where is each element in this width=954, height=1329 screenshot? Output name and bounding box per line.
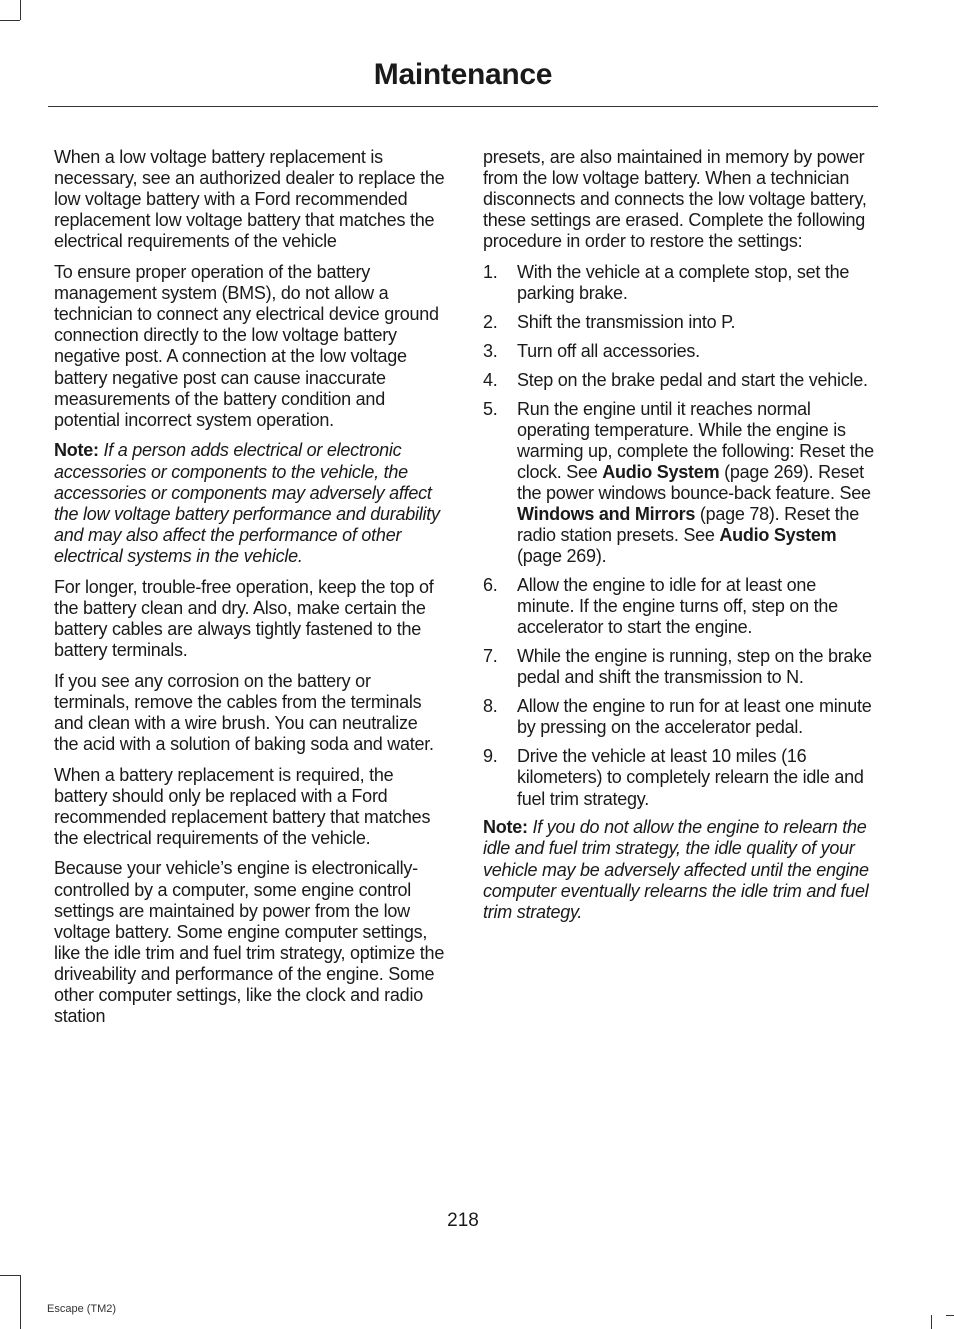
list-item: [483, 646, 875, 688]
right-column: [483, 147, 875, 932]
step-text: Shift the transmission into P.: [517, 312, 736, 333]
paragraph: For longer, trouble-free operation, keep the top of the battery clean and dry. Also, make certain the battery cables are always tightly fastened to the battery terminals.: [54, 576, 434, 660]
procedure-steps: [483, 262, 875, 810]
cross-reference[interactable]: Audio System: [602, 462, 720, 482]
step-number: 1.: [483, 262, 498, 283]
step-text: With the vehicle at a complete stop, set the parking brake.: [517, 262, 850, 304]
step-number: 7.: [483, 646, 498, 667]
left-column: [54, 147, 446, 1037]
step-text: (page 269). Reset the power windows bounce-back feature. See: [517, 462, 871, 504]
crop-mark-top-left-h: [0, 20, 20, 21]
paragraph: When a low voltage battery replacement is necessary, see an authorized dealer to replace the low voltage battery with a Ford recommended replacement low voltage battery that matches the electrical requirements of the vehicle: [54, 147, 445, 252]
paragraph: When a battery replacement is required, the battery should only be replaced with a Ford recommended replacement battery that matches the electrical requirements of the vehicle.: [54, 764, 431, 848]
list-item: [483, 746, 875, 809]
crop-mark-top-left-v: [20, 0, 21, 20]
step-text: (page 269).: [517, 546, 607, 567]
list-item: [483, 399, 875, 568]
step-text: Drive the vehicle at least 10 miles (16 kilometers) to completely relearn the idle and fuel trim strategy.: [517, 746, 864, 809]
step-number: 3.: [483, 340, 498, 361]
note: [54, 440, 446, 567]
list-item: [483, 575, 875, 638]
step-number: 2.: [483, 312, 498, 333]
list-item: [483, 696, 875, 738]
page-number: 218: [447, 1210, 479, 1231]
step-number: 5.: [483, 398, 498, 419]
note: [483, 817, 875, 922]
step-text: Allow the engine to run for at least one minute by pressing on the accelerator pedal.: [517, 696, 872, 738]
step-text: (page 78). Reset the radio station presets. See: [517, 504, 859, 546]
footer-model: Escape (TM2): [47, 1303, 117, 1315]
step-text: While the engine is running, step on the brake pedal and shift the transmission to N.: [517, 646, 872, 688]
crop-mark-bottom-left-h: [0, 1275, 20, 1276]
note-text: If a person adds electrical or electronic accessories or components to the vehicle, the accessories or components may adversely affect the low voltage battery performance and durability and may also affect the performance of other electrical systems in the vehicle.: [54, 440, 440, 566]
note-label: Note:: [54, 440, 99, 461]
list-item: [483, 312, 875, 333]
crop-mark-bottom-left-v: [20, 1275, 21, 1329]
paragraph: presets, are also maintained in memory by power from the low voltage battery. When a technician disconnects and connects the low voltage battery, these settings are erased. Complete the following procedure in order to restore the settings:: [483, 147, 867, 252]
step-text: Allow the engine to idle for at least one minute. If the engine turns off, step on the accelerator to start the engine.: [517, 575, 838, 638]
list-item: [483, 370, 875, 391]
step-number: 4.: [483, 369, 498, 390]
step-text: Step on the brake pedal and start the vehicle.: [517, 369, 868, 390]
cross-reference[interactable]: Audio System: [719, 525, 837, 546]
step-number: 9.: [483, 746, 498, 767]
crop-mark-bottom-right-h: [946, 1315, 954, 1316]
list-item: [483, 262, 875, 304]
cross-reference[interactable]: Windows and Mirrors: [517, 504, 696, 525]
step-text: Turn off all accessories.: [517, 340, 700, 361]
list-item: [483, 341, 875, 362]
crop-mark-bottom-right-v1: [931, 1315, 932, 1329]
note-label: Note:: [483, 817, 528, 838]
page-title: Maintenance: [373, 58, 553, 91]
step-number: 8.: [483, 696, 498, 717]
paragraph: If you see any corrosion on the battery or terminals, remove the cables from the terminals and clean with a wire brush. You can neutralize the acid with a solution of baking soda and water.: [54, 670, 434, 754]
title-divider: [48, 106, 878, 107]
step-number: 6.: [483, 575, 498, 596]
note-text: If you do not allow the engine to relearn the idle and fuel trim strategy, the idle quality of your vehicle may be adversely affected until the engine computer eventually relearns the idle trim and fuel trim strategy.: [483, 817, 869, 922]
paragraph: To ensure proper operation of the battery management system (BMS), do not allow a technician to connect any electrical device ground connection directly to the low voltage battery negative post. A connection at the low voltage battery negative post can cause inaccurate measurements of the battery condition and potential incorrect system operation.: [54, 262, 439, 430]
paragraph: Because your vehicle’s engine is electronically-controlled by a computer, some engine control settings are maintained by power from the low voltage battery. Some engine computer settings, like the idle trim and fuel trim strategy, optimize the driveability and performance of the engine. Some other computer settings, like the clock and radio station: [54, 858, 445, 1027]
step-text: Run the engine until it reaches normal operating temperature. While the engine is warming up, complete the following: Reset the clock. See: [517, 398, 874, 482]
